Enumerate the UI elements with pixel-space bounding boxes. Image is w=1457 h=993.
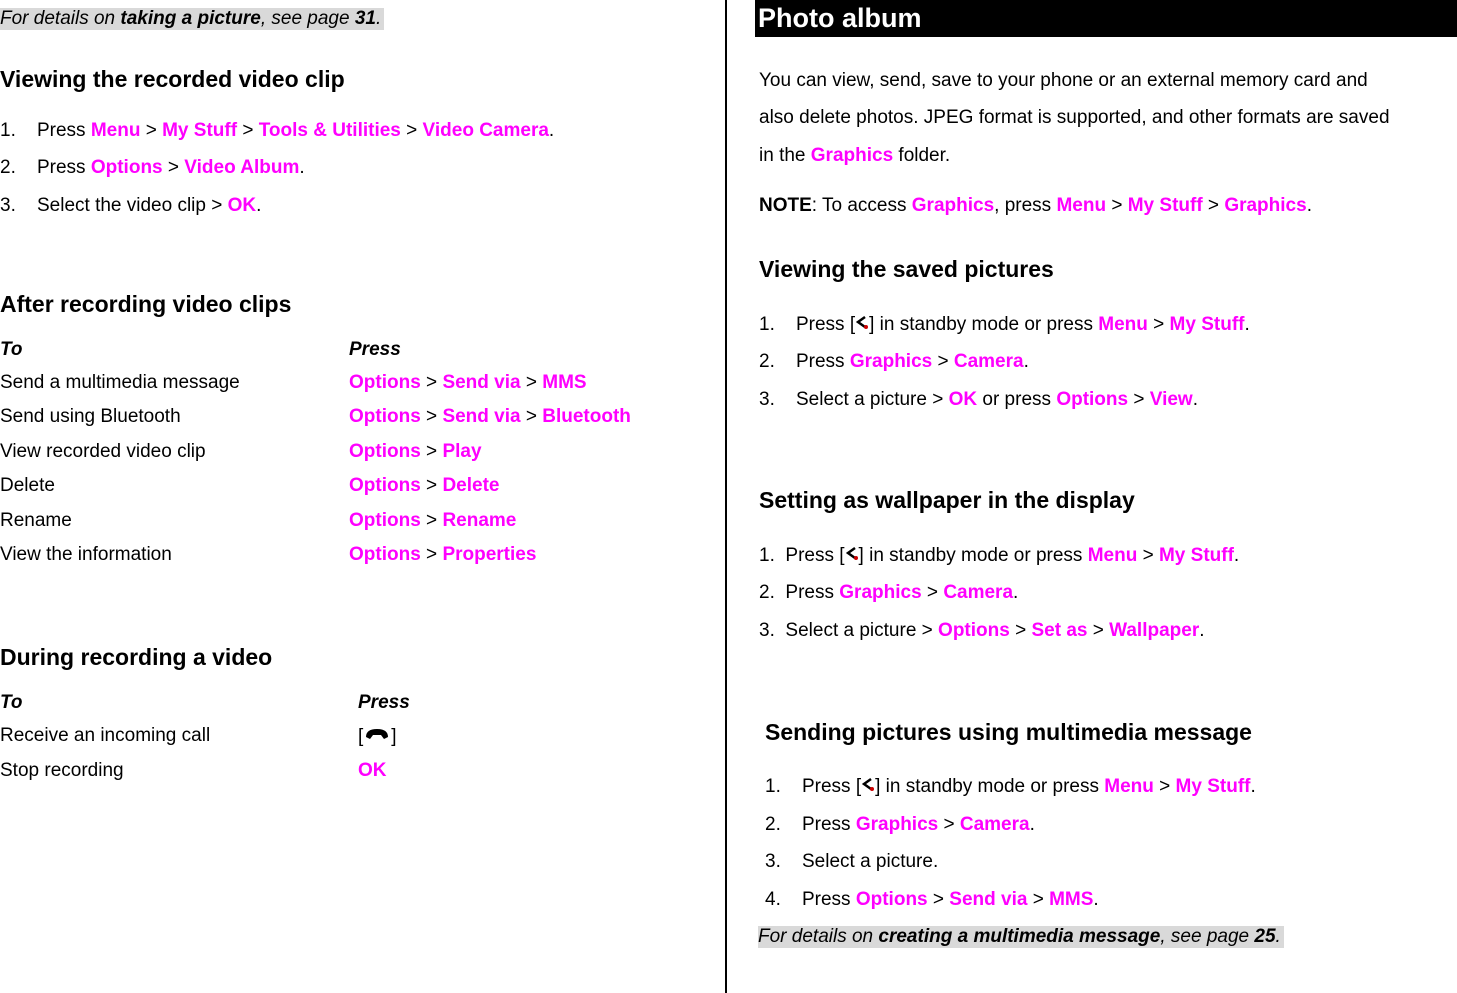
- menu-term: Options: [349, 372, 421, 393]
- separator: >: [420, 510, 443, 531]
- menu-term: Rename: [442, 510, 517, 531]
- menu-term: View: [1149, 389, 1193, 410]
- step-number: 3.: [759, 620, 775, 641]
- separator: >: [420, 372, 443, 393]
- step-number: 3.: [765, 851, 781, 872]
- step-text: Press [: [795, 314, 856, 336]
- separator: >: [400, 120, 423, 141]
- table-row-press: [349, 475, 499, 497]
- table-row-to: Send a multimedia message: [0, 372, 240, 393]
- section-title-sending: Sending pictures using multimedia message: [765, 719, 1252, 745]
- note-text: , see page: [1160, 926, 1255, 947]
- menu-term: My Stuff: [162, 120, 238, 141]
- menu-term: Menu: [1056, 195, 1107, 216]
- note-label: NOTE: [759, 195, 812, 216]
- menu-term: Options: [349, 475, 421, 496]
- separator: >: [1147, 314, 1170, 336]
- table-row-to: View the information: [0, 544, 172, 565]
- separator: >: [420, 544, 443, 565]
- separator: >: [1128, 389, 1150, 410]
- step-text: or press: [977, 389, 1057, 410]
- period: .: [1192, 389, 1198, 410]
- separator: >: [1087, 620, 1110, 641]
- note-text: : To access: [811, 195, 912, 216]
- period: .: [1244, 314, 1250, 336]
- right-bottom-note: [758, 926, 1284, 948]
- menu-term: Graphics: [849, 351, 933, 372]
- step-2: [759, 582, 1018, 604]
- table-row-to: Rename: [0, 510, 72, 531]
- menu-term: Menu: [1098, 314, 1148, 336]
- separator: >: [1137, 545, 1159, 567]
- step-text: Press: [785, 582, 840, 603]
- menu-term: My Stuff: [1169, 314, 1245, 336]
- step-number: 3.: [759, 389, 775, 410]
- menu-term: Options: [90, 157, 163, 178]
- menu-term: Tools & Utilities: [258, 120, 401, 141]
- intro-line: [759, 145, 950, 167]
- period: .: [1306, 195, 1312, 216]
- intro-line: also delete photos. JPEG format is supported, and other formats are saved: [759, 107, 1390, 128]
- step-text: Select a picture >: [795, 389, 949, 410]
- left-top-note: [0, 8, 384, 30]
- menu-term: Graphics: [911, 195, 995, 216]
- note-line: [759, 195, 1312, 217]
- col-header-to: To: [0, 692, 23, 713]
- separator: >: [420, 475, 443, 496]
- separator: >: [921, 582, 944, 603]
- step-text: Press: [795, 351, 850, 372]
- separator: >: [1106, 195, 1128, 216]
- section-banner: [755, 0, 1457, 37]
- separator: >: [927, 889, 950, 910]
- note-text: , press: [994, 195, 1057, 216]
- separator: >: [1153, 776, 1176, 798]
- step-text: Press: [36, 120, 91, 141]
- menu-term: Wallpaper: [1109, 620, 1200, 641]
- table-row-to: Stop recording: [0, 760, 124, 781]
- step-1: [765, 776, 1256, 798]
- separator: >: [520, 406, 543, 427]
- separator: >: [420, 441, 443, 462]
- note-text: .: [1275, 926, 1281, 947]
- section-title-viewing-video: Viewing the recorded video clip: [0, 66, 345, 92]
- section-title-wallpaper: Setting as wallpaper in the display: [759, 487, 1135, 513]
- menu-term: Camera: [953, 351, 1024, 372]
- step-text: Select the video clip >: [36, 195, 228, 216]
- separator: >: [1202, 195, 1225, 216]
- menu-term: Delete: [442, 475, 500, 496]
- separator: >: [938, 814, 960, 835]
- menu-term: Send via: [442, 406, 521, 427]
- menu-term: OK: [227, 195, 257, 216]
- step-1: [0, 120, 554, 142]
- step-text: Press: [36, 157, 91, 178]
- separator: >: [420, 406, 443, 427]
- intro-text: folder.: [893, 145, 951, 166]
- bracket: [: [358, 726, 364, 748]
- menu-term: Options: [349, 510, 421, 531]
- separator: >: [162, 157, 185, 178]
- step-text: Press [: [785, 545, 845, 567]
- menu-term: MMS: [1049, 889, 1094, 910]
- table-row-press: [349, 406, 631, 428]
- call-key-icon: [363, 725, 391, 749]
- menu-term: Menu: [1104, 776, 1154, 798]
- table-row-to: View recorded video clip: [0, 441, 206, 462]
- separator: >: [1027, 889, 1050, 910]
- table-row-press: OK: [358, 760, 387, 781]
- section-title-after-recording: After recording video clips: [0, 291, 292, 317]
- separator: >: [1009, 620, 1032, 641]
- separator: >: [140, 120, 163, 141]
- step-number: 2.: [759, 582, 775, 603]
- menu-term: Bluetooth: [542, 406, 631, 427]
- col-header-to: To: [0, 339, 23, 360]
- left-nav-key-icon: [855, 314, 869, 336]
- step-3: [765, 851, 938, 873]
- table-row-press: [349, 441, 482, 463]
- step-3: [0, 195, 261, 217]
- menu-term: Menu: [90, 120, 141, 141]
- col-header-press: Press: [358, 692, 410, 713]
- table-row-press: [358, 725, 397, 749]
- period: .: [256, 195, 262, 216]
- menu-term: Graphics: [1224, 195, 1307, 216]
- intro-line: You can view, send, save to your phone or an external memory card and: [759, 70, 1368, 91]
- period: .: [548, 120, 555, 141]
- step-text: Press: [801, 889, 856, 910]
- step-number: 1.: [0, 120, 16, 141]
- menu-term: Options: [1056, 389, 1129, 410]
- note-text: .: [376, 8, 382, 29]
- left-nav-key-icon: [861, 776, 875, 798]
- period: .: [1029, 814, 1035, 835]
- menu-term: Menu: [1087, 545, 1138, 567]
- menu-term: Set as: [1031, 620, 1088, 641]
- step-text: Press: [801, 814, 856, 835]
- menu-term: Play: [442, 441, 482, 462]
- note-text: , see page: [260, 8, 355, 29]
- step-3: [759, 389, 1198, 411]
- menu-term: Options: [349, 406, 421, 427]
- period: .: [1093, 889, 1099, 910]
- menu-term: Graphics: [855, 814, 939, 835]
- menu-term: Graphics: [839, 582, 922, 603]
- separator: >: [237, 120, 259, 141]
- step-text: Select a picture.: [801, 851, 939, 872]
- step-number: 1.: [765, 776, 781, 798]
- step-text: Select a picture >: [785, 620, 939, 641]
- table-row-to: Receive an incoming call: [0, 725, 211, 746]
- step-text: Press [: [801, 776, 862, 798]
- step-text: ] in standby mode or press: [869, 314, 1099, 336]
- menu-term: My Stuff: [1158, 545, 1234, 567]
- step-number: 3.: [0, 195, 16, 216]
- menu-term: Properties: [442, 544, 537, 565]
- period: .: [1199, 620, 1205, 641]
- step-number: 2.: [765, 814, 781, 835]
- menu-term: OK: [948, 389, 978, 410]
- separator: >: [932, 351, 954, 372]
- step-number: 1.: [759, 314, 775, 336]
- menu-term: My Stuff: [1175, 776, 1251, 798]
- step-3: [759, 620, 1205, 642]
- period: .: [1013, 582, 1019, 603]
- separator: >: [520, 372, 543, 393]
- note-bold: taking a picture: [120, 8, 261, 29]
- step-number: 1.: [759, 545, 775, 567]
- menu-term: MMS: [542, 372, 587, 393]
- note-page: 31: [354, 8, 376, 29]
- menu-term: Camera: [943, 582, 1014, 603]
- section-title-viewing-pictures: Viewing the saved pictures: [759, 256, 1054, 282]
- menu-term: Options: [855, 889, 928, 910]
- table-row-to: Delete: [0, 475, 55, 496]
- bracket: ]: [391, 726, 397, 748]
- step-number: 2.: [759, 351, 775, 372]
- step-1: [759, 314, 1250, 336]
- step-2: [759, 351, 1029, 373]
- menu-term: Options: [349, 544, 421, 565]
- step-2: [0, 157, 305, 179]
- note-text: For details on: [758, 926, 879, 947]
- menu-term: Options: [938, 620, 1010, 641]
- note-page: 25: [1254, 926, 1276, 947]
- step-2: [765, 814, 1035, 836]
- period: .: [1023, 351, 1029, 372]
- menu-term: Video Camera: [422, 120, 549, 141]
- column-divider: [725, 0, 727, 993]
- table-row-to: Send using Bluetooth: [0, 406, 181, 427]
- left-nav-key-icon: [845, 545, 859, 567]
- table-row-press: [349, 372, 587, 394]
- section-title-during-recording: During recording a video: [0, 644, 273, 670]
- menu-term: Graphics: [810, 145, 894, 166]
- period: .: [299, 157, 305, 178]
- menu-term: Options: [349, 441, 421, 462]
- note-text: For details on: [0, 8, 121, 29]
- period: .: [1233, 545, 1240, 567]
- table-row-press: [349, 544, 536, 566]
- menu-term: Send via: [949, 889, 1028, 910]
- step-number: 2.: [0, 157, 16, 178]
- step-text: ] in standby mode or press: [858, 545, 1088, 567]
- banner-title: Photo album: [758, 3, 922, 33]
- col-header-press: Press: [349, 339, 401, 360]
- menu-term: Camera: [959, 814, 1030, 835]
- menu-term: Send via: [442, 372, 521, 393]
- menu-term: Video Album: [184, 157, 300, 178]
- period: .: [1250, 776, 1256, 798]
- table-row-press: [349, 510, 516, 532]
- step-4: [765, 889, 1099, 911]
- intro-text: in the: [759, 145, 811, 166]
- note-bold: creating a multimedia message: [878, 926, 1161, 947]
- step-text: ] in standby mode or press: [875, 776, 1105, 798]
- step-number: 4.: [765, 889, 781, 910]
- step-1: [759, 545, 1239, 567]
- menu-term: My Stuff: [1127, 195, 1203, 216]
